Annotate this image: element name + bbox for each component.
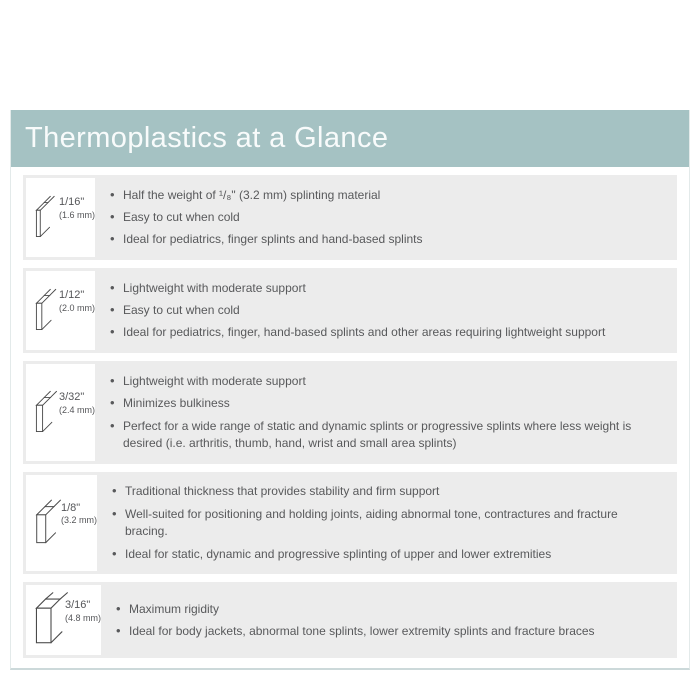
thickness-label: 3/16" xyxy=(65,598,91,611)
bullet-item: • Maximum rigidity xyxy=(116,601,662,618)
bullet-item: • Ideal for pediatrics, finger splints and hand-based splints xyxy=(110,231,662,248)
card-header xyxy=(11,110,689,167)
bullet-list xyxy=(95,178,674,257)
bullet-item: • Lightweight with moderate support xyxy=(110,280,662,297)
thickness-label-group xyxy=(59,391,95,416)
thickness-row-1-8 xyxy=(23,472,677,575)
bullet-item: • Ideal for static, dynamic and progressive splinting of upper and lower extremities xyxy=(112,546,662,563)
bullet-item: • Traditional thickness that provides stability and firm support xyxy=(112,483,662,500)
bullet-list xyxy=(101,585,674,655)
thickness-row-3-32 xyxy=(23,361,677,464)
bullet-item: • Well-suited for positioning and holding joints, aiding abnormal tone, contractures and fracture bracing. xyxy=(112,506,662,541)
thickness-label-group xyxy=(59,196,95,221)
thickness-icon-box xyxy=(26,585,101,655)
thermoplastics-card xyxy=(10,110,690,670)
bullet-item: • Ideal for pediatrics, finger, hand-based splints and other areas requiring lightweight support xyxy=(110,324,662,341)
thickness-metric: (3.2 mm) xyxy=(61,515,97,526)
thickness-label: 1/8" xyxy=(61,501,81,514)
thickness-row-3-16 xyxy=(23,582,677,658)
thickness-row-1-16 xyxy=(23,175,677,260)
bullet-list xyxy=(95,271,674,350)
bullet-item: • Ideal for body jackets, abnormal tone splints, lower extremity splints and fracture braces xyxy=(116,623,662,640)
thickness-row-1-12 xyxy=(23,268,677,353)
bullet-item: • Minimizes bulkiness xyxy=(110,395,662,412)
thickness-icon-box xyxy=(26,271,95,350)
thickness-label-group xyxy=(59,289,95,314)
thickness-icon-box xyxy=(26,178,95,257)
thickness-metric: (2.4 mm) xyxy=(59,404,95,415)
bullet-item: • Easy to cut when cold xyxy=(110,209,662,226)
bullet-item: • Lightweight with moderate support xyxy=(110,373,662,390)
thickness-rows xyxy=(11,167,689,658)
thickness-label: 1/16" xyxy=(59,196,85,209)
thickness-icon-box xyxy=(26,364,95,461)
bullet-item: • Perfect for a wide range of static and dynamic splints or progressive splints where less weight is desired (i.e. arthritis, thumb, hand, wrist and small area splints) xyxy=(110,418,662,453)
thickness-metric: (2.0 mm) xyxy=(59,303,95,313)
thickness-label-group xyxy=(61,502,97,527)
bullet-list xyxy=(95,364,674,461)
thickness-label: 1/12" xyxy=(59,289,85,302)
thickness-metric: (4.8 mm) xyxy=(65,612,101,623)
thickness-icon-box xyxy=(26,475,97,572)
bullet-item: • Easy to cut when cold xyxy=(110,302,662,319)
thickness-label: 3/32" xyxy=(59,391,85,404)
thickness-metric: (1.6 mm) xyxy=(59,209,95,220)
bullet-list xyxy=(97,475,674,572)
page-title: Thermoplastics at a Glance xyxy=(25,122,389,154)
thickness-label-group xyxy=(65,599,101,624)
bullet-item: • Half the weight of ¹/₈" (3.2 mm) splinting material xyxy=(110,187,662,204)
